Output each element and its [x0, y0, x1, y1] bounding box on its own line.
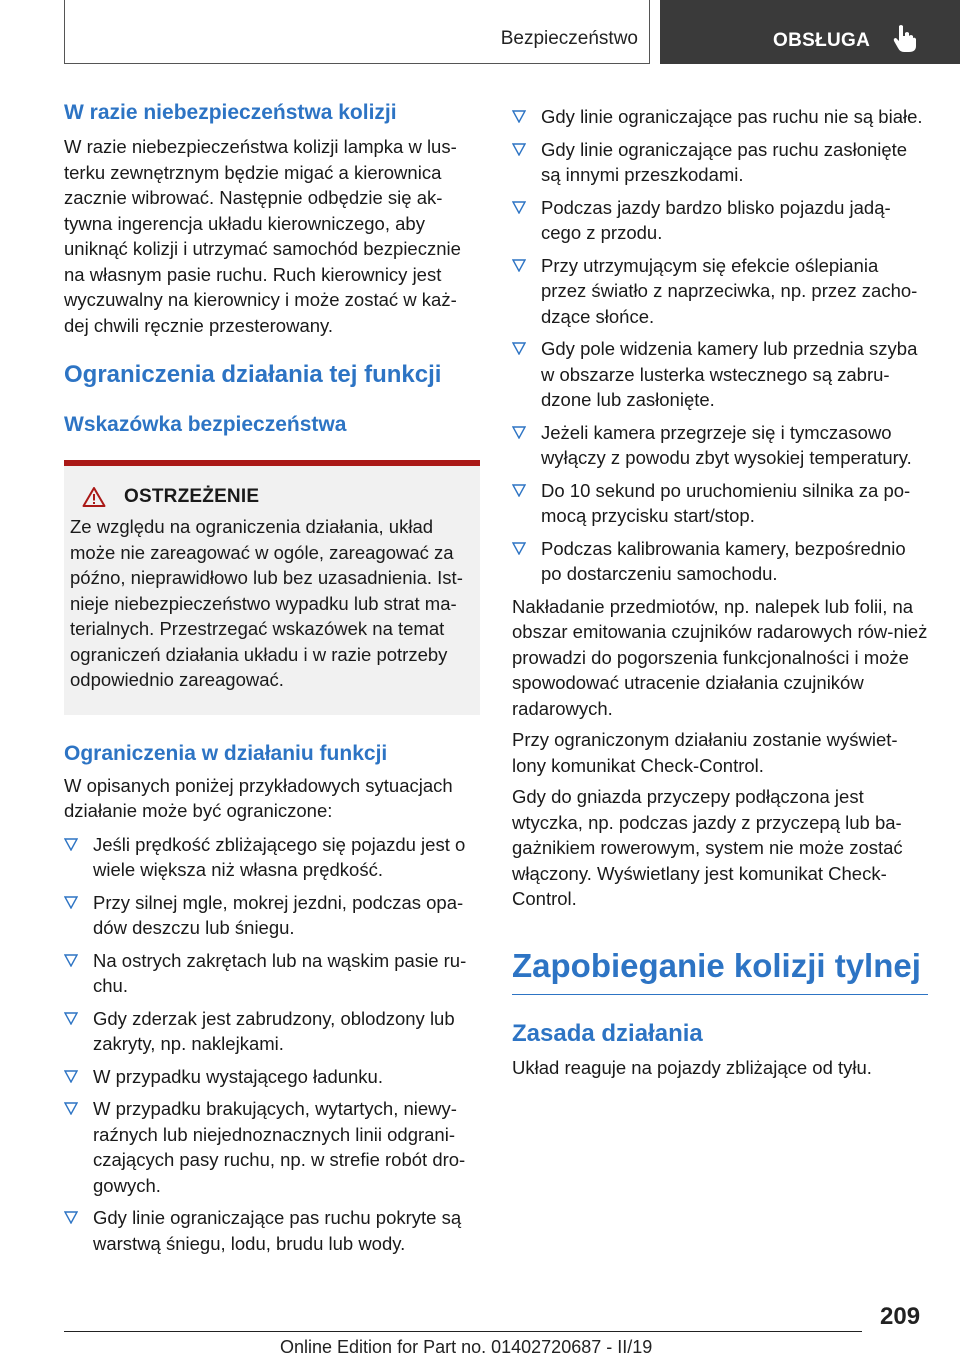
- warning-triangle-icon: [82, 486, 106, 508]
- triangle-bullet-icon: [512, 110, 526, 123]
- warning-title: OSTRZEŻENIE: [124, 486, 260, 507]
- paragraph-operating-principle: Układ reaguje na pojazdy zbliżające od tyłu.: [512, 1056, 872, 1078]
- triangle-bullet-icon: [64, 1102, 78, 1115]
- header-chapter-label: OBSŁUGA: [773, 30, 871, 51]
- triangle-bullet-icon: [512, 542, 526, 555]
- triangle-bullet-icon: [512, 143, 526, 156]
- paragraph-check-control: Przy ograniczonym działaniu zostanie wyświet-lony komunikat Check-Control.: [512, 729, 898, 776]
- footer-edition-text: Online Edition for Part no. 01402720687 - II/19: [280, 1337, 653, 1357]
- triangle-bullet-icon: [64, 896, 78, 909]
- heading-safety-note: Wskazówka bezpieczeństwa: [64, 413, 347, 436]
- list-item: Przy utrzymującym się efekcie oślepiania przez światło z naprzeciwka, np. przez zacho-dzące słońce.: [512, 253, 928, 330]
- list-item: Jeśli prędkość zbliżającego się pojazdu jest o wiele większa niż własna prędkość.: [64, 832, 480, 883]
- warning-text: Ze względu na ograniczenia działania, układ może nie zareagować w ogóle, zareagować za późno, nieprawidłowo lub bez uzasadnienia. Ist-nieje niebezpieczeństwo wypadku lub strat ma-terialnych. Przestrzegać wskazówek na temat ograniczeń działania układu i w razie potrzeby odpowiednio zareagować.: [70, 516, 463, 690]
- triangle-bullet-icon: [512, 342, 526, 355]
- page-number: 209: [880, 1303, 921, 1330]
- heading-rear-collision: Zapobieganie kolizji tylnej: [512, 946, 921, 984]
- triangle-bullet-icon: [512, 426, 526, 439]
- list-item: Jeżeli kamera przegrzeje się i tymczasowo wyłączy z powodu zbyt wysokiej temperatury.: [512, 420, 928, 471]
- triangle-bullet-icon: [64, 954, 78, 967]
- hand-pointer-icon: [892, 24, 918, 54]
- list-item: Przy silnej mgle, mokrej jezdni, podczas opa-dów deszczu lub śniegu.: [64, 890, 480, 941]
- header-right-border: [649, 0, 650, 64]
- left-column: [64, 100, 480, 1263]
- list-item: Gdy linie ograniczające pas ruchu pokryte są warstwą śniegu, lodu, brudu lub wody.: [64, 1205, 480, 1256]
- list-item: Gdy pole widzenia kamery lub przednia szyba w obszarze lusterka wstecznego są zabru-dzone lub zasłonięte.: [512, 336, 928, 413]
- heading-function-limits: Ograniczenia działania tej funkcji: [64, 361, 442, 388]
- triangle-bullet-icon: [512, 484, 526, 497]
- triangle-bullet-icon: [64, 1070, 78, 1083]
- paragraph-radar-sensors: Nakładanie przedmiotów, np. nalepek lub folii, na obszar emitowania czujników radarowych rów-nież prowadzi do pogorszenia funkcjonalności i może spowodować utracenie działania czujników radarowych.: [512, 595, 928, 719]
- paragraph-trailer: Gdy do gniazda przyczepy podłączona jest wtyczka, np. podczas jazdy z przyczepą lub ba-gażnikiem rowerowym, system nie może zostać włączony. Wyświetlany jest komunikat Check-Control.: [512, 786, 903, 909]
- triangle-bullet-icon: [512, 201, 526, 214]
- paragraph-limits-intro: W opisanych poniżej przykładowych sytuacjach działanie może być ograniczone:: [64, 774, 453, 821]
- list-item: Podczas jazdy bardzo blisko pojazdu jadą-cego z przodu.: [512, 195, 928, 246]
- warning-box: [64, 460, 480, 715]
- header-chapter-tab[interactable]: [660, 0, 960, 64]
- list-item: Gdy zderzak jest zabrudzony, oblodzony lub zakryty, np. naklejkami.: [64, 1006, 480, 1057]
- limits-list-right: [512, 104, 928, 587]
- triangle-bullet-icon: [64, 1012, 78, 1025]
- triangle-bullet-icon: [64, 838, 78, 851]
- triangle-bullet-icon: [64, 1211, 78, 1224]
- list-item: W przypadku brakujących, wytartych, niewy-raźnych lub niejednoznacznych linii odgrani-czających pasy ruchu, np. w strefie robót dro-gowych.: [64, 1096, 480, 1198]
- list-item: Do 10 sekund po uruchomieniu silnika za po-mocą przycisku start/stop.: [512, 478, 928, 529]
- list-item: W przypadku wystającego ładunku.: [64, 1064, 480, 1090]
- right-column: [512, 104, 928, 1080]
- footer-divider: [64, 1331, 862, 1332]
- triangle-bullet-icon: [512, 259, 526, 272]
- limits-list-left: [64, 832, 480, 1257]
- warning-title-row: [70, 486, 474, 508]
- heading-operation-limits: Ograniczenia w działaniu funkcji: [64, 741, 388, 765]
- header-left-border: [64, 0, 65, 64]
- list-item: Gdy linie ograniczające pas ruchu nie są białe.: [512, 104, 928, 130]
- heading-collision-danger: W razie niebezpieczeństwa kolizji: [64, 101, 397, 124]
- header-bottom-border: [64, 63, 650, 64]
- header-section-title: Bezpieczeństwo: [500, 28, 638, 49]
- list-item: Na ostrych zakrętach lub na wąskim pasie ru-chu.: [64, 948, 480, 999]
- list-item: Gdy linie ograniczające pas ruchu zasłonięte są innymi przeszkodami.: [512, 137, 928, 188]
- heading-operating-principle: Zasada działania: [512, 1019, 703, 1047]
- list-item: Podczas kalibrowania kamery, bezpośrednio po dostarczeniu samochodu.: [512, 536, 928, 587]
- paragraph-collision-danger: W razie niebezpieczeństwa kolizji lampka w lus-terku zewnętrznym będzie migać a kierownica zacznie wibrować. Następnie odbędzie się ak-tywna ingerencja układu kierowniczego, aby uniknąć kolizji i utrzymać samochód bezpiecznie na własnym pasie ruchu. Ruch kierownicy jest wyczuwalny na kierownicy i może zostać w każ-dej chwili ręcznie przesterowany.: [64, 136, 461, 336]
- heading-underline: [512, 994, 928, 995]
